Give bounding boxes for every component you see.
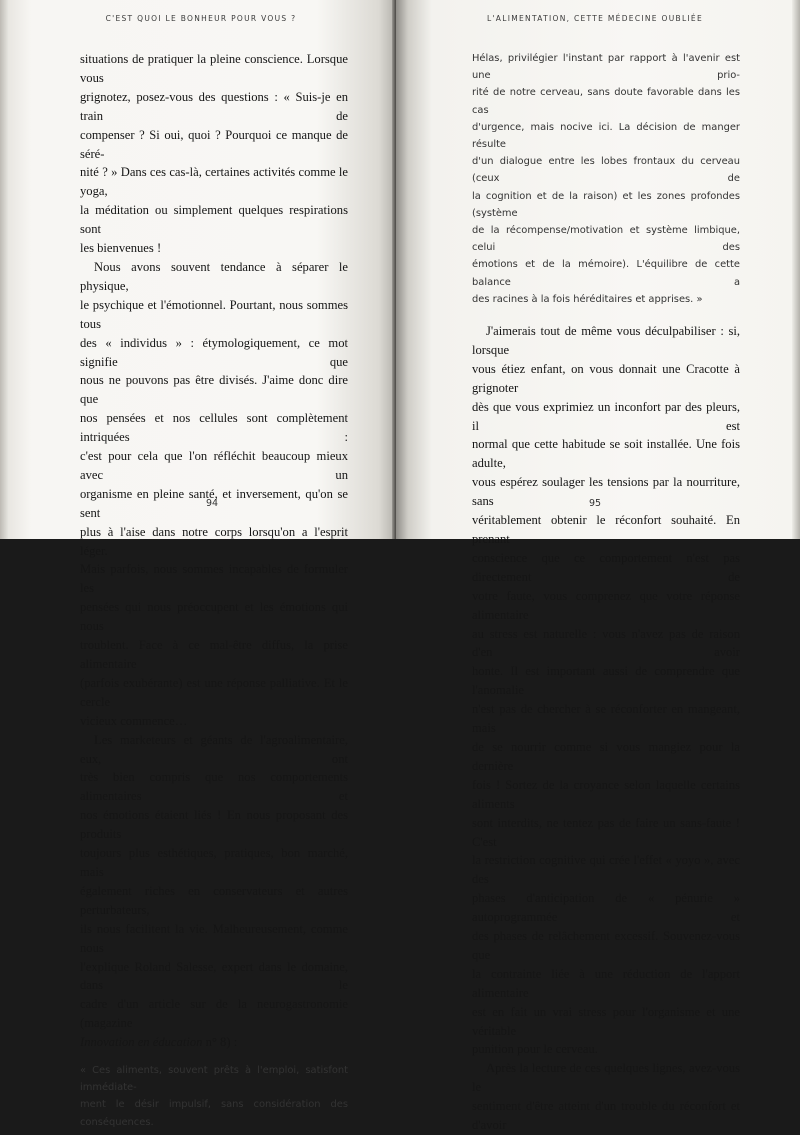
left-text-line: la méditation ou simplement quelques respirations sont — [80, 203, 348, 237]
left-text-line: les bienvenues ! — [80, 241, 162, 256]
right-text-line: fois ! Sortez de la croyance selon laquelle certains aliments — [472, 777, 740, 811]
left-text-line: pensées qui nous préoccupent et les émotions qui nous — [80, 600, 348, 634]
right-paragraph — [472, 1059, 740, 1135]
left-text-line: Nous avons souvent tendance à séparer le physique, — [80, 259, 348, 293]
left-text-line: nos pensées et nos cellules sont complètement intriquées : — [80, 411, 348, 445]
left-text-line: Les marketeurs et géants de l'agroalimentaire, eux, ont — [80, 732, 348, 766]
left-text-line: vicieux commence… — [80, 713, 188, 728]
right-block-quote — [472, 50, 740, 308]
left-text-line: le psychique et l'émotionnel. Pourtant, nous sommes tous — [80, 297, 348, 331]
left-text-line: également riches en conservateurs et autres perturbateurs, — [80, 883, 348, 917]
right-text-line: dès que vous exprimiez un inconfort par des pleurs, il est — [472, 399, 740, 433]
right-text-line: votre faute, vous comprenez que votre réponse alimentaire — [472, 588, 740, 622]
right-quote-line: rité de notre cerveau, sans doute favorable dans les cas — [472, 87, 740, 116]
left-text-line: nos émotions étaient liés ! En nous proposant des produits — [80, 808, 348, 842]
left-text-line: organisme en pleine santé, et inversement, qu'on se sent — [80, 486, 348, 520]
left-text-line: grignotez, posez-vous des questions : « Suis-je en train de — [80, 89, 348, 123]
left-paragraph — [80, 731, 348, 1052]
right-quote-line: d'un dialogue entre les lobes frontaux du cerveau (ceux de — [472, 156, 740, 185]
right-text-line: vous espérez soulager les tensions par la nourriture, sans — [472, 475, 740, 509]
right-text-line: la contrainte liée à une réduction de l'apport alimentaire — [472, 966, 740, 1000]
right-text-line: la restriction cognitive qui crée l'effet « yoyo », avec des — [472, 853, 740, 887]
right-text-line: punition pour le cerveau. — [472, 1042, 598, 1057]
right-text-line: honte. Il est important aussi de comprendre que l'anomalie — [472, 664, 740, 698]
right-body-text — [472, 50, 740, 1135]
left-page — [8, 0, 394, 1128]
left-text-line: compenser ? Si oui, quoi ? Pourquoi ce manque de séré- — [80, 127, 348, 161]
right-quote-line: des racines à la fois héréditaires et apprises. » — [472, 293, 703, 305]
left-text-line: des « individus » : étymologiquement, ce mot signifie que — [80, 335, 348, 369]
right-text-line: sentiment d'être atteint d'un trouble du réconfort et d'avoir — [472, 1099, 740, 1133]
left-text-line: nous ne pouvons pas être divisés. J'aime donc dire que — [80, 373, 348, 407]
right-text-line: vous étiez enfant, on vous donnait une Cracotte à grignoter — [472, 361, 740, 395]
left-paragraph — [80, 258, 348, 731]
left-text-line: troublent. Face à ce mal-être diffus, la prise alimentaire — [80, 638, 348, 671]
left-text-line: situations de pratiquer la pleine conscience. Lorsque vous — [80, 52, 348, 85]
left-text-line: (parfois exubérante) est une réponse palliative. Et le cercle — [80, 675, 348, 709]
left-paragraph — [80, 50, 348, 258]
right-running-head: L'ALIMENTATION, CETTE MÉDECINE OUBLIÉE — [486, 14, 704, 23]
right-text-line: est en fait un vrai stress pour l'organisme et une véritable — [472, 1004, 740, 1038]
right-page-number: 95 — [588, 498, 602, 509]
left-block-quote — [80, 1062, 348, 1131]
left-page-number: 94 — [205, 498, 219, 509]
left-text-line: cadre d'un article sur de la neurogastronomie (magazine — [80, 997, 348, 1031]
right-text-line: phases d'anticipation de « pénurie » autoprogrammée et — [472, 891, 740, 925]
right-page-edge — [792, 0, 800, 539]
left-text-line: nité ? » Dans ces cas-là, certaines activités comme le yoga, — [80, 165, 348, 199]
left-text-line: ils nous facilitent la vie. Malheureusement, comme nous — [80, 921, 348, 955]
left-text-line: Mais parfois, nous sommes incapables de formuler les — [80, 562, 348, 596]
left-body-text — [80, 50, 348, 1131]
right-text-line: véritablement obtenir le réconfort souhaité. En prenant — [472, 513, 740, 547]
right-quote-line: Hélas, privilégier l'instant par rapport à l'avenir est une prio- — [472, 53, 740, 82]
right-page — [396, 0, 794, 1133]
right-text-line: sont interdits, ne tentez pas de faire un sans-faute ! C'est — [472, 815, 740, 849]
left-text-line: c'est pour cela que l'on réfléchit beaucoup mieux avec un — [80, 449, 348, 482]
left-running-head: C'EST QUOI LE BONHEUR POUR VOUS ? — [105, 14, 297, 23]
left-text-line: plus à l'aise dans notre corps lorsqu'on a l'esprit léger. — [80, 524, 348, 558]
right-text-line: conscience que ce comportement n'est pas directement de — [472, 550, 740, 584]
left-text-line: l'explique Roland Salesse, expert dans le domaine, dans le — [80, 959, 348, 993]
left-quote-line: « Ces aliments, souvent prêts à l'emploi, satisfont immédiate- — [80, 1065, 348, 1094]
left-text-line: toujours plus esthétiques, pratiques, bon marché, mais — [80, 846, 348, 879]
left-text-line: très bien compris que nos comportements alimentaires et — [80, 770, 348, 804]
left-text-line: Innovation en éducation n° 8) : — [80, 1035, 238, 1050]
right-paragraph — [472, 322, 740, 1059]
right-text-line: J'aimerais tout de même vous déculpabiliser : si, lorsque — [472, 324, 740, 357]
right-text-line: au stress est naturelle : vous n'avez pas de raison d'en avoir — [472, 626, 740, 660]
right-quote-line: la cognition et de la raison) et les zones profondes (système — [472, 190, 740, 219]
right-text-line: Après la lecture de ces quelques lignes, avez-vous le — [472, 1061, 740, 1095]
right-quote-line: émotions et de la mémoire). L'équilibre de cette balance a — [472, 259, 740, 288]
right-text-line: normal que cette habitude se soit installée. Une fois adulte, — [472, 437, 740, 471]
right-quote-line: de la récompense/motivation et système limbique, celui des — [472, 225, 740, 254]
right-quote-line: d'urgence, mais nocive ici. La décision de manger résulte — [472, 121, 740, 151]
right-text-line: de se nourrir comme si vous mangiez pour la dernière — [472, 739, 740, 773]
left-quote-line: ment le désir impulsif, sans considération des conséquences. — [80, 1099, 348, 1128]
right-text-line: n'est pas de chercher à se réconforter en mangeant, mais — [472, 702, 740, 736]
right-text-line: des phases de relâchement excessif. Souvenez-vous que — [472, 929, 740, 962]
